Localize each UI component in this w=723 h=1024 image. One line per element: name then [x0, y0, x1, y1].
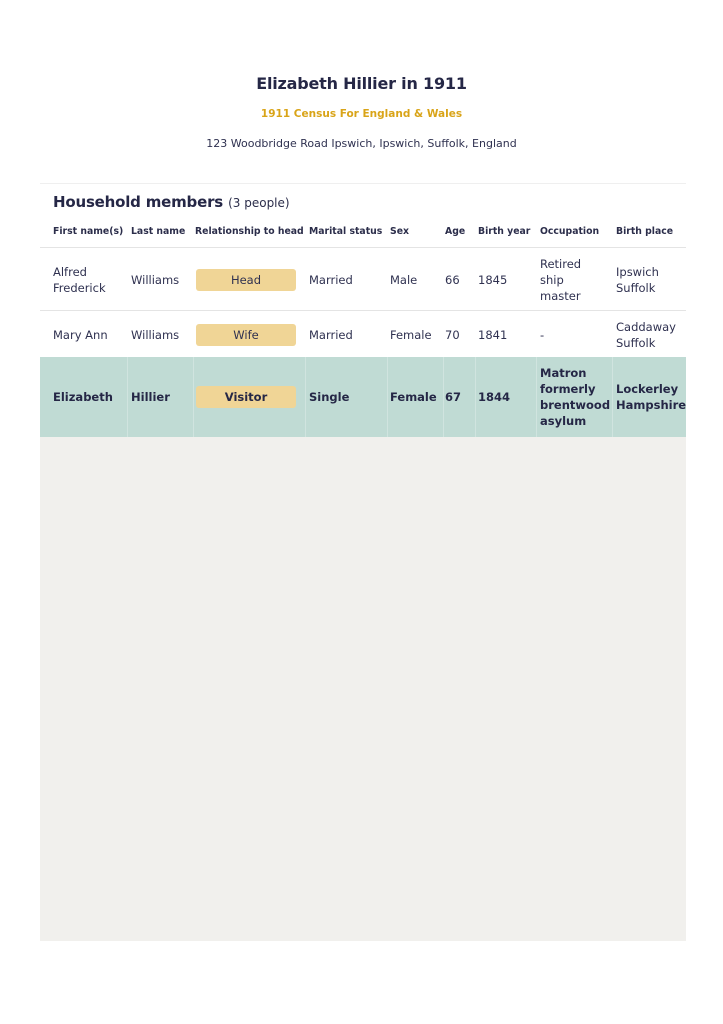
address-line: 123 Woodbridge Road Ipswich, Ipswich, Suffolk, England: [206, 137, 517, 150]
cell-first-name: Elizabeth: [53, 390, 113, 404]
cell-birth-place: Caddaway Suffolk: [616, 319, 676, 350]
cell-marital-status: Married: [309, 327, 353, 342]
table-row-highlighted: [40, 357, 686, 437]
cell-marital-status: Single: [309, 390, 350, 404]
column-divider: [193, 357, 194, 437]
column-header-birth-year: Birth year: [478, 226, 531, 237]
column-divider: [475, 357, 476, 437]
cell-last-name: Williams: [131, 327, 180, 342]
column-divider: [612, 357, 613, 437]
cell-age: 67: [445, 390, 462, 404]
column-header-last-name: Last name: [131, 226, 186, 237]
column-header-marital-status: Marital status: [309, 226, 383, 237]
column-divider: [536, 357, 537, 437]
cell-age: 66: [445, 272, 460, 287]
cell-birth-year: 1841: [478, 327, 508, 342]
column-header-relationship: Relationship to head: [195, 226, 304, 237]
cell-marital-status: Married: [309, 272, 353, 287]
cell-last-name: Hillier: [131, 390, 170, 404]
cell-first-name: Alfred Frederick: [53, 264, 106, 295]
column-divider: [127, 357, 128, 437]
cell-last-name: Williams: [131, 272, 180, 287]
cell-birth-year: 1844: [478, 390, 511, 404]
relationship-badge: Visitor: [196, 386, 296, 408]
page-title: Elizabeth Hillier in 1911: [256, 74, 467, 93]
column-divider: [387, 357, 388, 437]
column-header-sex: Sex: [390, 226, 409, 237]
cell-birth-year: 1845: [478, 272, 508, 287]
census-subtitle: 1911 Census For England & Wales: [260, 108, 463, 120]
table-row: [40, 247, 686, 311]
relationship-badge: Head: [196, 269, 296, 291]
relationship-badge: Wife: [196, 324, 296, 346]
household-table: [40, 183, 686, 437]
cell-occupation: Matron formerly brentwood asylum: [540, 366, 611, 428]
column-header-birth-place: Birth place: [616, 226, 674, 237]
cell-age: 70: [445, 327, 460, 342]
column-header-occupation: Occupation: [540, 226, 600, 237]
table-row: [40, 310, 686, 358]
column-divider: [305, 357, 306, 437]
household-heading: [53, 192, 290, 211]
cell-sex: Male: [390, 272, 418, 287]
column-header-first-name: First name(s): [53, 226, 124, 237]
household-heading-title: Household members: [53, 193, 223, 211]
column-header-age: Age: [445, 226, 466, 237]
cell-birth-place: Lockerley Hampshire: [616, 382, 687, 412]
household-card: [40, 183, 686, 941]
cell-occupation: -: [540, 327, 545, 342]
cell-sex: Female: [390, 327, 432, 342]
cell-occupation: Retired ship master: [540, 256, 582, 303]
cell-first-name: Mary Ann: [53, 327, 108, 342]
cell-sex: Female: [390, 390, 437, 404]
household-count: (3 people): [228, 196, 290, 210]
cell-birth-place: Ipswich Suffolk: [616, 264, 659, 295]
